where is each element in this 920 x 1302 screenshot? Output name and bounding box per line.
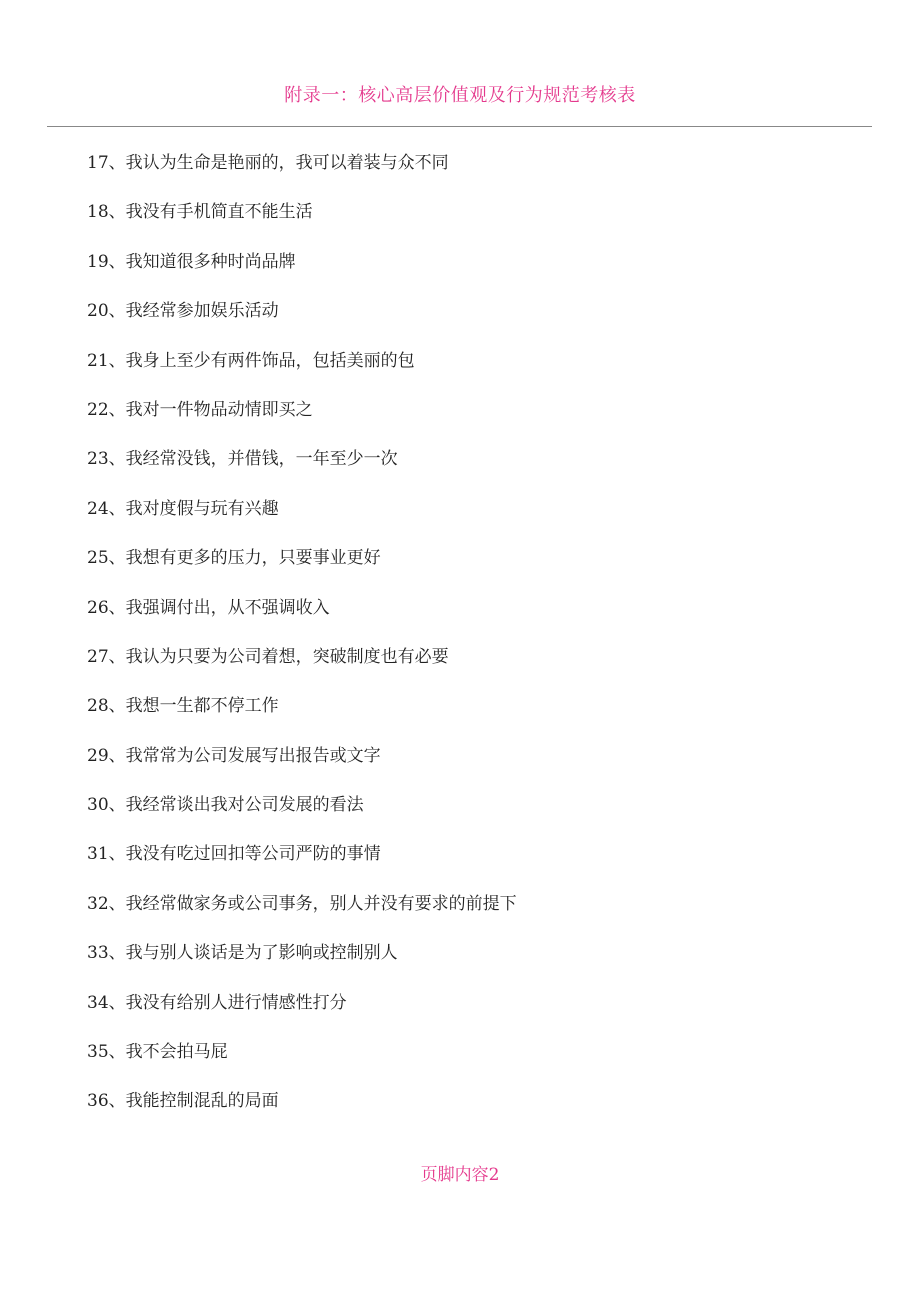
list-item: 33、我与别人谈话是为了影响或控制别人	[87, 943, 398, 964]
list-item: 31、我没有吃过回扣等公司严防的事情	[87, 844, 381, 865]
list-item: 22、我对一件物品动情即买之	[87, 399, 313, 420]
page-footer	[0, 1163, 920, 1187]
list-item: 35、我不会拍马屁	[87, 1042, 228, 1063]
list-item: 21、我身上至少有两件饰品，包括美丽的包	[87, 350, 415, 371]
list-item: 17、我认为生命是艳丽的，我可以着装与众不同	[87, 153, 449, 173]
list-item: 25、我想有更多的压力，只要事业更好	[87, 548, 381, 569]
list-item: 24、我对度假与玩有兴趣	[87, 498, 279, 519]
list-item: 30、我经常谈出我对公司发展的看法	[87, 795, 364, 816]
list-item: 29、我常常为公司发展写出报告或文字	[87, 745, 381, 766]
list-item: 34、我没有给别人进行情感性打分	[87, 992, 347, 1013]
footer-label: 页脚内容	[420, 1165, 489, 1185]
list-item: 23、我经常没钱，并借钱，一年至少一次	[87, 449, 398, 470]
list-item: 28、我想一生都不停工作	[87, 696, 279, 717]
header-divider	[47, 126, 872, 127]
list-item: 19、我知道很多种时尚品牌	[87, 251, 296, 272]
list-item: 36、我能控制混乱的局面	[87, 1091, 279, 1112]
questionnaire-list	[87, 150, 517, 1138]
list-item: 27、我认为只要为公司着想，突破制度也有必要	[87, 646, 449, 667]
header-title: 附录一：核心高层价值观及行为规范考核表	[284, 85, 636, 106]
page-number: 2	[488, 1165, 500, 1185]
list-item: 18、我没有手机简直不能生活	[87, 202, 313, 223]
list-item: 26、我强调付出，从不强调收入	[87, 597, 330, 618]
page-header	[0, 84, 920, 108]
list-item: 20、我经常参加娱乐活动	[87, 301, 279, 322]
list-item: 32、我经常做家务或公司事务，别人并没有要求的前提下	[87, 893, 517, 914]
